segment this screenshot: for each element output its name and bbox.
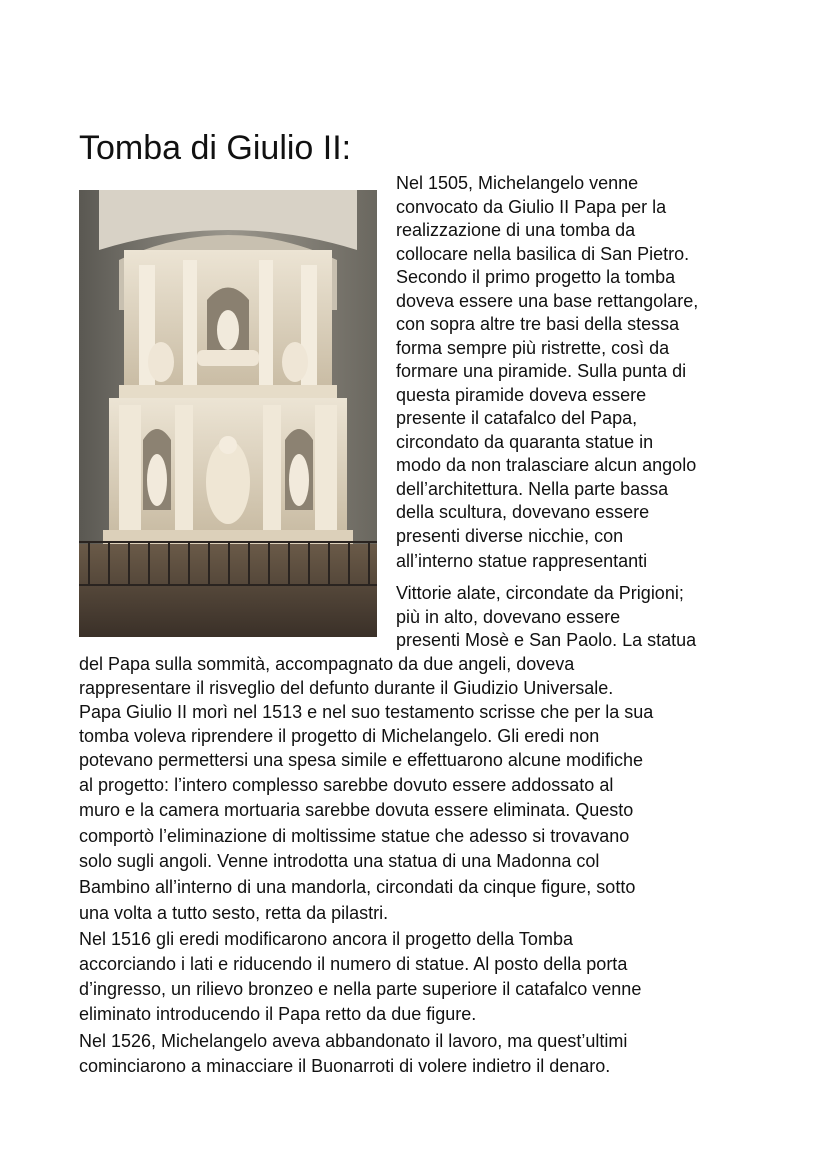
page-title: Tomba di Giulio II: — [79, 129, 352, 167]
text-line: Nel 1516 gli eredi modificarono ancora il progetto della Tomba — [79, 929, 573, 949]
text-line: presente il catafalco del Papa, — [396, 408, 638, 428]
text-line: all’interno statue rappresentanti — [396, 551, 648, 571]
text-line: muro e la camera mortuaria sarebbe dovuta essere eliminata. Questo — [79, 800, 634, 820]
text-line: tomba voleva riprendere il progetto di Michelangelo. Gli eredi non — [79, 726, 600, 746]
text-line: presenti diverse nicchie, con — [396, 525, 624, 546]
text-line: convocato da Giulio II Papa per la — [396, 196, 667, 217]
text-line: Vittorie alate, circondate da Prigioni; — [396, 583, 684, 603]
text-line: cominciarono a minacciare il Buonarroti di volere indietro il denaro. — [79, 1056, 611, 1076]
text-line: Papa Giulio II morì nel 1513 e nel suo testamento scrisse che per la sua — [79, 702, 654, 722]
text-line: doveva essere una base rettangolare, — [396, 290, 699, 311]
text-line: al progetto: l’intero complesso sarebbe dovuto essere addossato al — [79, 775, 614, 795]
text-line: presenti Mosè e San Paolo. La statua — [396, 630, 697, 650]
text-line: del Papa sulla sommità, accompagnato da due angeli, doveva — [79, 654, 575, 674]
text-line: Bambino all’interno di una mandorla, circondati da cinque figure, sotto — [79, 877, 636, 897]
text-line: della scultura, dovevano essere — [396, 502, 650, 522]
tomb-photo — [79, 190, 377, 637]
text-line: circondato da quaranta statue in — [396, 431, 654, 452]
marble-tomb-icon — [79, 190, 377, 637]
text-line: eliminato introducendo il Papa retto da due figure. — [79, 1004, 477, 1024]
text-line: Nel 1505, Michelangelo venne — [396, 173, 639, 193]
text-line: più in alto, dovevano essere — [396, 606, 621, 627]
text-line: forma sempre più ristrette, così da — [396, 337, 670, 358]
text-line: una volta a tutto sesto, retta da pilastri. — [79, 903, 389, 923]
text-line: solo sugli angoli. Venne introdotta una statua di una Madonna col — [79, 851, 600, 871]
text-line: Nel 1526, Michelangelo aveva abbandonato il lavoro, ma quest’ultimi — [79, 1031, 628, 1051]
text-line: modo da non tralasciare alcun angolo — [396, 455, 697, 475]
text-line: con sopra altre tre basi della stessa — [396, 314, 680, 334]
text-line: d’ingresso, un rilievo bronzeo e nella parte superiore il catafalco venne — [79, 979, 642, 999]
text-line: realizzazione di una tomba da — [396, 220, 636, 240]
text-line: accorciando i lati e riducendo il numero di statue. Al posto della porta — [79, 954, 628, 974]
text-line: dell’architettura. Nella parte bassa — [396, 478, 669, 499]
text-line: collocare nella basilica di San Pietro. — [396, 243, 690, 264]
text-line: rappresentare il risveglio del defunto durante il Giudizio Universale. — [79, 678, 614, 698]
text-line: Secondo il primo progetto la tomba — [396, 267, 676, 287]
text-line: comportò l’eliminazione di moltissime statue che adesso si trovavano — [79, 826, 630, 846]
text-line: formare una piramide. Sulla punta di — [396, 361, 687, 381]
text-line: questa piramide doveva essere — [396, 384, 647, 405]
text-line: potevano permettersi una spesa simile e effettuarono alcune modifiche — [79, 750, 644, 770]
